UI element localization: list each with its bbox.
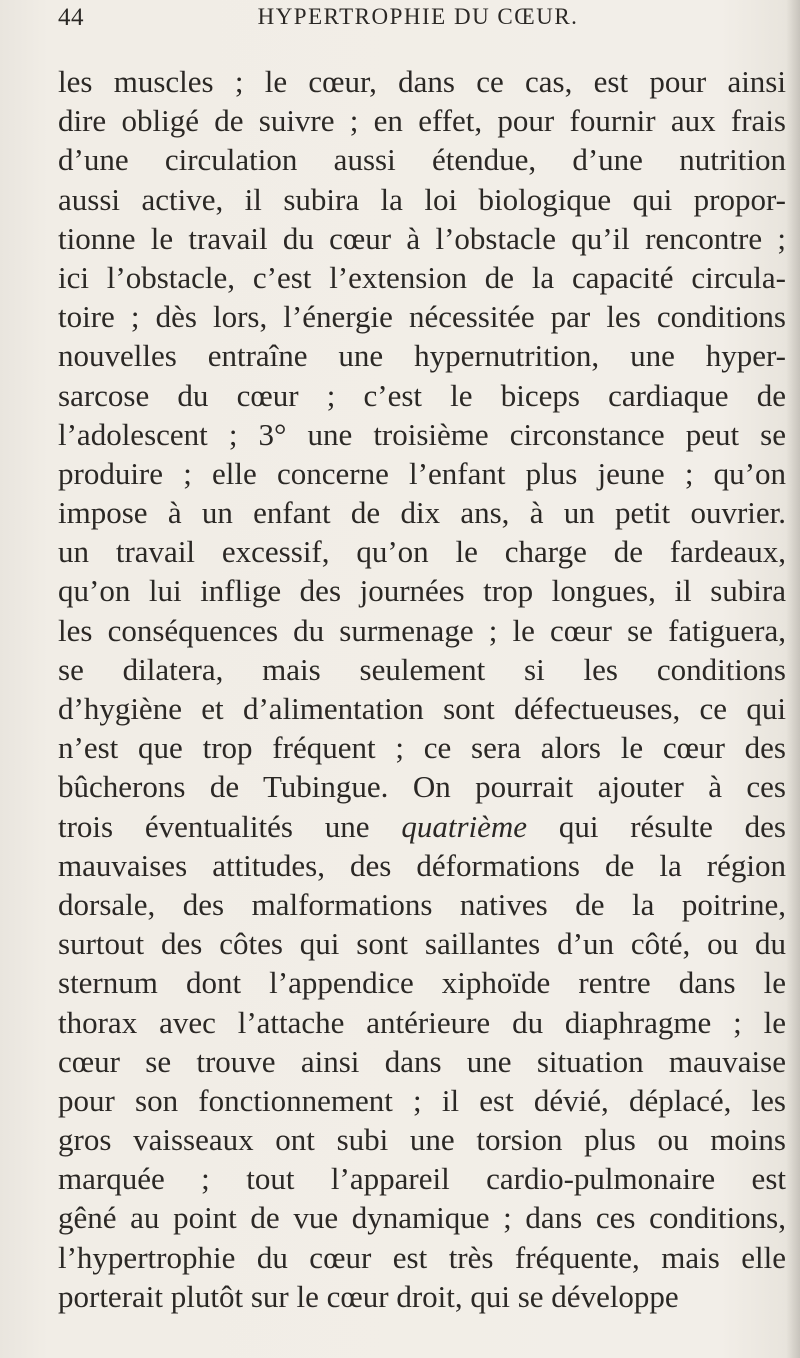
text-line: marquée ; tout l’appareil cardio-pulmonaire est [58, 1161, 786, 1197]
text-line: d’hygiène et d’alimentation sont défectueuses, ce qui [58, 691, 786, 726]
text-line: l’adolescent ; 3° une troisième circonstance peut se [58, 416, 786, 452]
text-line: qu’on lui inflige des journées trop longues, il subira [58, 573, 786, 609]
page-edge-shadow [786, 0, 800, 1358]
italic-word: quatrième [401, 808, 528, 844]
text-line: gêné au point de vue dynamique ; dans ces conditions, [58, 1200, 786, 1236]
text-line: se dilatera, mais seulement si les conditions [58, 651, 786, 687]
text-line: cœur se trouve ainsi dans une situation mauvaise [58, 1043, 786, 1079]
text-line: les conséquences du surmenage ; le cœur se fatiguera, [58, 612, 786, 648]
text-line: dorsale, des malformations natives de la poitrine, [58, 886, 786, 922]
running-head: HYPERTROPHIE DU CŒUR. [257, 4, 579, 29]
text-segment: qui résulte des [558, 808, 786, 844]
text-segment: trois éventualités une [58, 808, 370, 844]
text-line: pour son fonctionnement ; il est dévié, déplacé, les [58, 1082, 786, 1118]
text-line: produire ; elle concerne l’enfant plus jeune ; qu’on [58, 455, 786, 491]
text-line: sarcose du cœur ; c’est le biceps cardiaque de [58, 377, 786, 413]
text-line: gros vaisseaux ont subi une torsion plus ou moins [58, 1122, 786, 1158]
text-line: mauvaises attitudes, des déformations de la région [58, 847, 786, 883]
text-line: sternum dont l’appendice xiphoïde rentre dans le [58, 965, 786, 1001]
text-line: les muscles ; le cœur, dans ce cas, est pour ainsi [58, 64, 786, 99]
text-line: impose à un enfant de dix ans, à un petit ouvrier. [58, 495, 786, 531]
text-line: ici l’obstacle, c’est l’extension de la capacité circula- [58, 259, 786, 295]
text-line: dire obligé de suivre ; en effet, pour fournir aux frais [58, 103, 786, 139]
text-line: un travail excessif, qu’on le charge de fardeaux, [58, 534, 786, 570]
text-line: surtout des côtes qui sont saillantes d’un côté, ou du [58, 926, 786, 962]
text-line: bûcherons de Tubingue. On pourrait ajouter à ces [58, 769, 786, 805]
text-line: l’hypertrophie du cœur est très fréquente, mais elle [58, 1239, 786, 1275]
page-header [58, 4, 778, 44]
text-line: n’est que trop fréquent ; ce sera alors le cœur des [58, 730, 786, 766]
body-paragraph [58, 62, 786, 1316]
text-line-with-italic [58, 807, 786, 846]
text-line: porterait plutôt sur le cœur droit, qui se développe [58, 1278, 679, 1314]
text-line: tionne le travail du cœur à l’obstacle qu’il rencontre ; [58, 220, 786, 256]
text-line: d’une circulation aussi étendue, d’une nutrition [58, 142, 786, 178]
text-line: toire ; dès lors, l’énergie nécessitée par les conditions [58, 299, 786, 335]
page-number: 44 [58, 4, 84, 31]
text-line: aussi active, il subira la loi biologique qui propor- [58, 181, 786, 217]
text-line: thorax avec l’attache antérieure du diaphragme ; le [58, 1004, 786, 1040]
text-line: nouvelles entraîne une hypernutrition, une hyper- [58, 338, 786, 374]
